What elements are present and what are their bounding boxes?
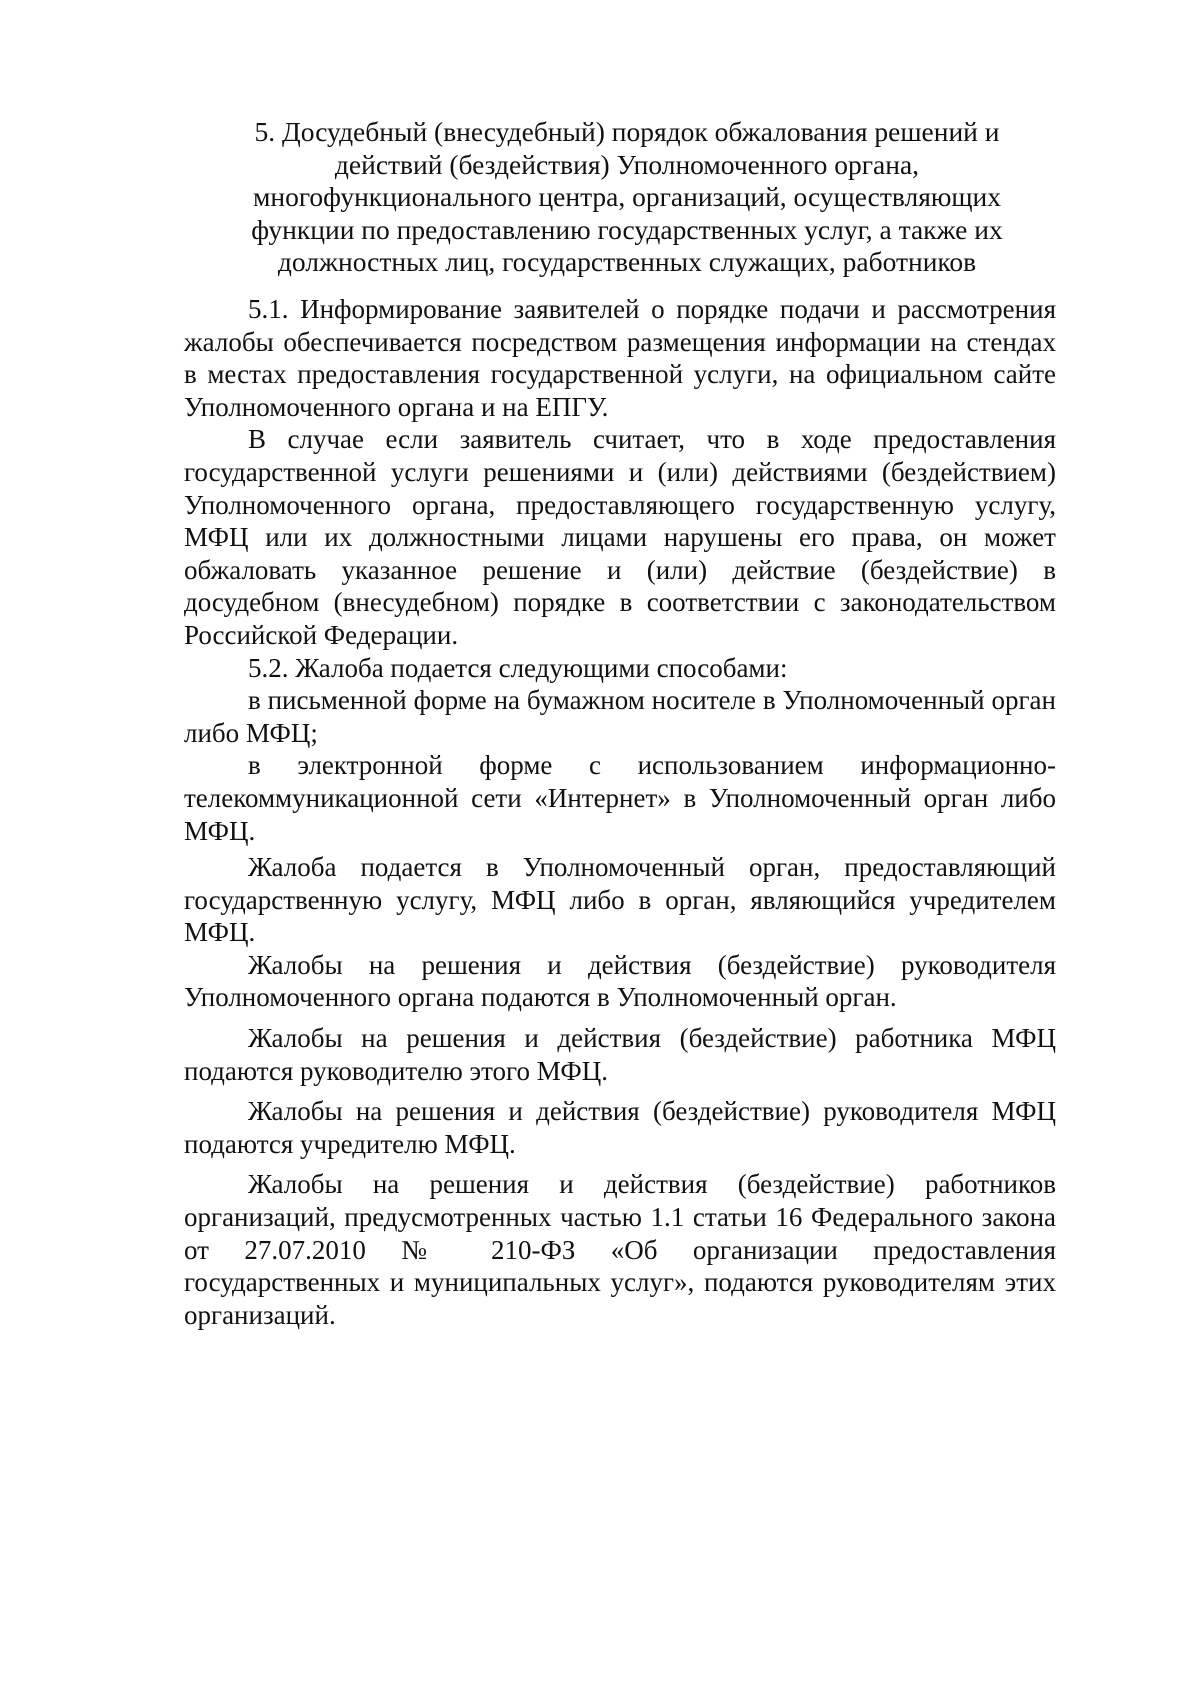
section-heading: 5. Досудебный (внесудебный) порядок обжалования решений и действий (бездействия) Уполномоченного органа, многофункционального центра, организаций, осуществляющих функции по предоставлению государственных услуг, а также их должностных лиц, государственных служащих, работников bbox=[251, 116, 1003, 278]
paragraph-electronic-form: в электронной форме с использованием информационно-телекоммуникационной сети «Интернет» в Уполномоченный орган либо МФЦ. bbox=[184, 750, 1056, 846]
paragraph-paper-form: в письменной форме на бумажном носителе в Уполномоченный орган либо МФЦ; bbox=[184, 685, 1056, 748]
document-body bbox=[184, 293, 1056, 1331]
paragraph-5-2: 5.2. Жалоба подается следующими способами: bbox=[248, 652, 788, 683]
paragraph-head-complaints: Жалобы на решения и действия (бездействие) руководителя Уполномоченного органа подаются в Уполномоченный орган. bbox=[184, 949, 1056, 1013]
paragraph-mfc-employee: Жалобы на решения и действия (бездействие) работника МФЦ подаются руководителю этого МФЦ. bbox=[184, 1023, 1056, 1086]
paragraph-mfc-head: Жалобы на решения и действия (бездействие) руководителя МФЦ подаются учредителю МФЦ. bbox=[184, 1096, 1056, 1159]
paragraph-appeal-right: В случае если заявитель считает, что в ходе предоставления государственной услуги решениями и (или) действиями (бездействием) Уполномоченного органа, предоставляющего государственную услугу, МФЦ или их должностными лицами нарушены его права, он может обжаловать указанное решение и (или) действие (бездействие) в досудебном (внесудебном) порядке в соответствии с законодательством Российской Федерации. bbox=[184, 424, 1056, 650]
paragraph-5-1: 5.1. Информирование заявителей о порядке подачи и рассмотрения жалобы обеспечивается посредством размещения информации на стендах в местах предоставления государственной услуги, на официальном сайте Уполномоченного органа и на ЕПГУ. bbox=[184, 294, 1056, 422]
paragraph-submission: Жалоба подается в Уполномоченный орган, предоставляющий государственную услугу, МФЦ либо в орган, являющийся учредителем МФЦ. bbox=[184, 852, 1056, 948]
paragraph-organizations: Жалобы на решения и действия (бездействие) работников организаций, предусмотренных частью 1.1 статьи 16 Федерального закона от 27.07.2010 № 210-ФЗ «Об организации предоставления государственных и муниципальных услуг», подаются руководителям этих организаций. bbox=[184, 1169, 1056, 1330]
